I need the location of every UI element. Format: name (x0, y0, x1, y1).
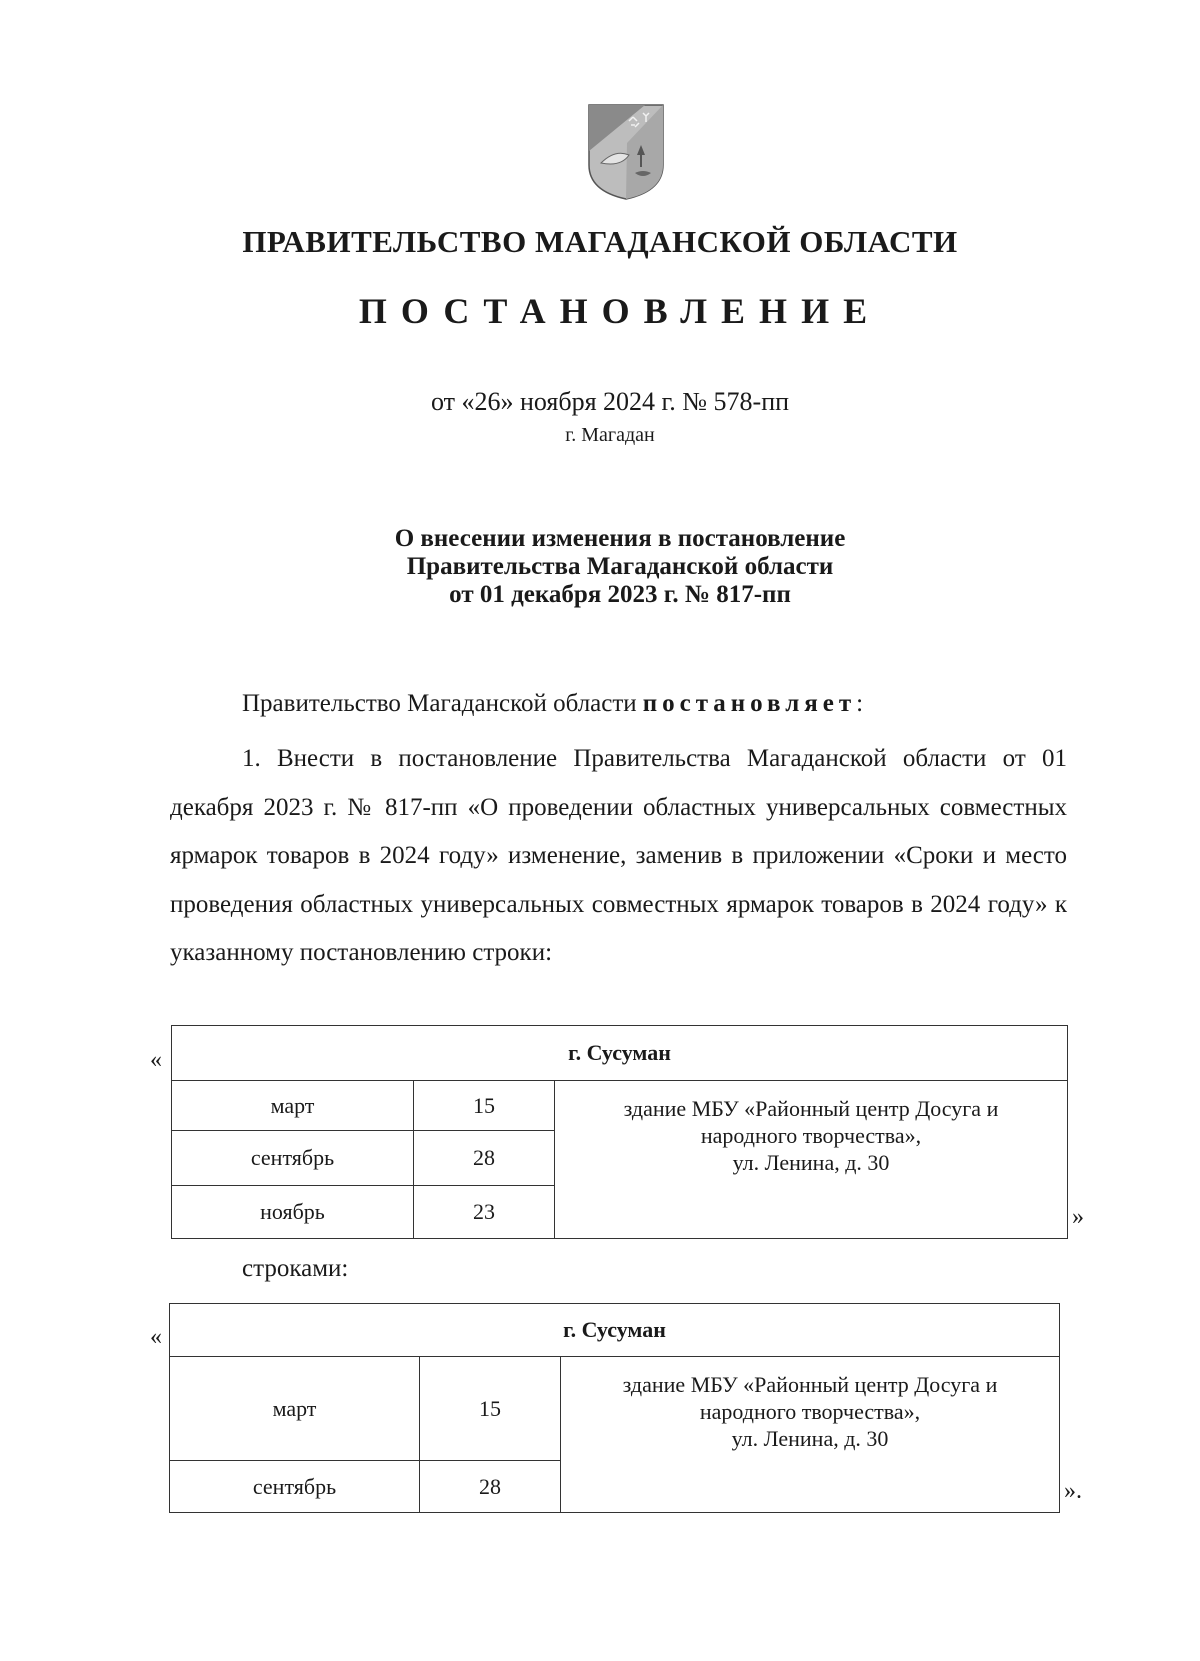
place-cell (555, 1081, 1068, 1239)
document-subject (0, 525, 1200, 609)
table-row (170, 1357, 1060, 1461)
old-schedule-table (171, 1025, 1068, 1239)
subject-line: от 01 декабря 2023 г. № 817-пп (449, 581, 791, 608)
place-line: здание МБУ «Районный центр Досуга и (623, 1096, 999, 1121)
subject-line: О внесении изменения в постановление (394, 525, 846, 552)
day-cell: 28 (420, 1461, 561, 1513)
month-cell: сентябрь (170, 1461, 420, 1513)
replacement-label: строками: (242, 1255, 349, 1282)
intro-emphasis: постановляет (642, 690, 857, 717)
intro-sentence (242, 690, 863, 718)
document-city: г. Магадан (565, 424, 655, 446)
subject-line: Правительства Магаданской области (406, 553, 834, 580)
day-cell: 15 (420, 1357, 561, 1461)
open-quote: « (150, 1047, 162, 1073)
place-cell (561, 1357, 1060, 1513)
table-header-row (172, 1026, 1068, 1081)
table-row (172, 1081, 1068, 1131)
close-quote: ». (1064, 1478, 1082, 1504)
city-header-cell: г. Сусуман (170, 1304, 1060, 1357)
day-cell: 15 (414, 1081, 555, 1131)
month-cell: март (172, 1081, 414, 1131)
month-cell: сентябрь (172, 1131, 414, 1186)
document-date-number: от «26» ноября 2024 г. № 578-пп (430, 387, 790, 416)
new-schedule-table (169, 1303, 1060, 1513)
place-line: ул. Ленина, д. 30 (731, 1426, 889, 1451)
place-line: ул. Ленина, д. 30 (732, 1150, 890, 1175)
place-line: народного творчества», (700, 1123, 922, 1148)
day-cell: 28 (414, 1131, 555, 1186)
coat-of-arms-icon (587, 103, 665, 201)
day-cell: 23 (414, 1186, 555, 1239)
table-header-row (170, 1304, 1060, 1357)
open-quote: « (150, 1324, 162, 1350)
place-line: народного творчества», (699, 1399, 921, 1424)
intro-text: Правительство Магаданской области (242, 690, 637, 717)
city-header-cell: г. Сусуман (172, 1026, 1068, 1081)
place-line: здание МБУ «Районный центр Досуга и (622, 1372, 998, 1397)
document-type-heading: ПОСТАНОВЛЕНИЕ (358, 291, 882, 331)
close-quote: » (1072, 1204, 1084, 1230)
government-title: ПРАВИТЕЛЬСТВО МАГАДАНСКОЙ ОБЛАСТИ (242, 224, 958, 259)
intro-colon: : (856, 690, 864, 717)
paragraph-1: 1. Внести в постановление Правительства Магаданской области от 01 декабря 2023 г. № 817-пп «О проведении областных универсальных совместных ярмарок товаров в 2024 году» изменение, заменив в приложении «Сроки и место проведения областных универсальных совместных ярмарок товаров в 2024 году» к указанному постановлению строки: (170, 745, 1067, 966)
month-cell: ноябрь (172, 1186, 414, 1239)
month-cell: март (170, 1357, 420, 1461)
